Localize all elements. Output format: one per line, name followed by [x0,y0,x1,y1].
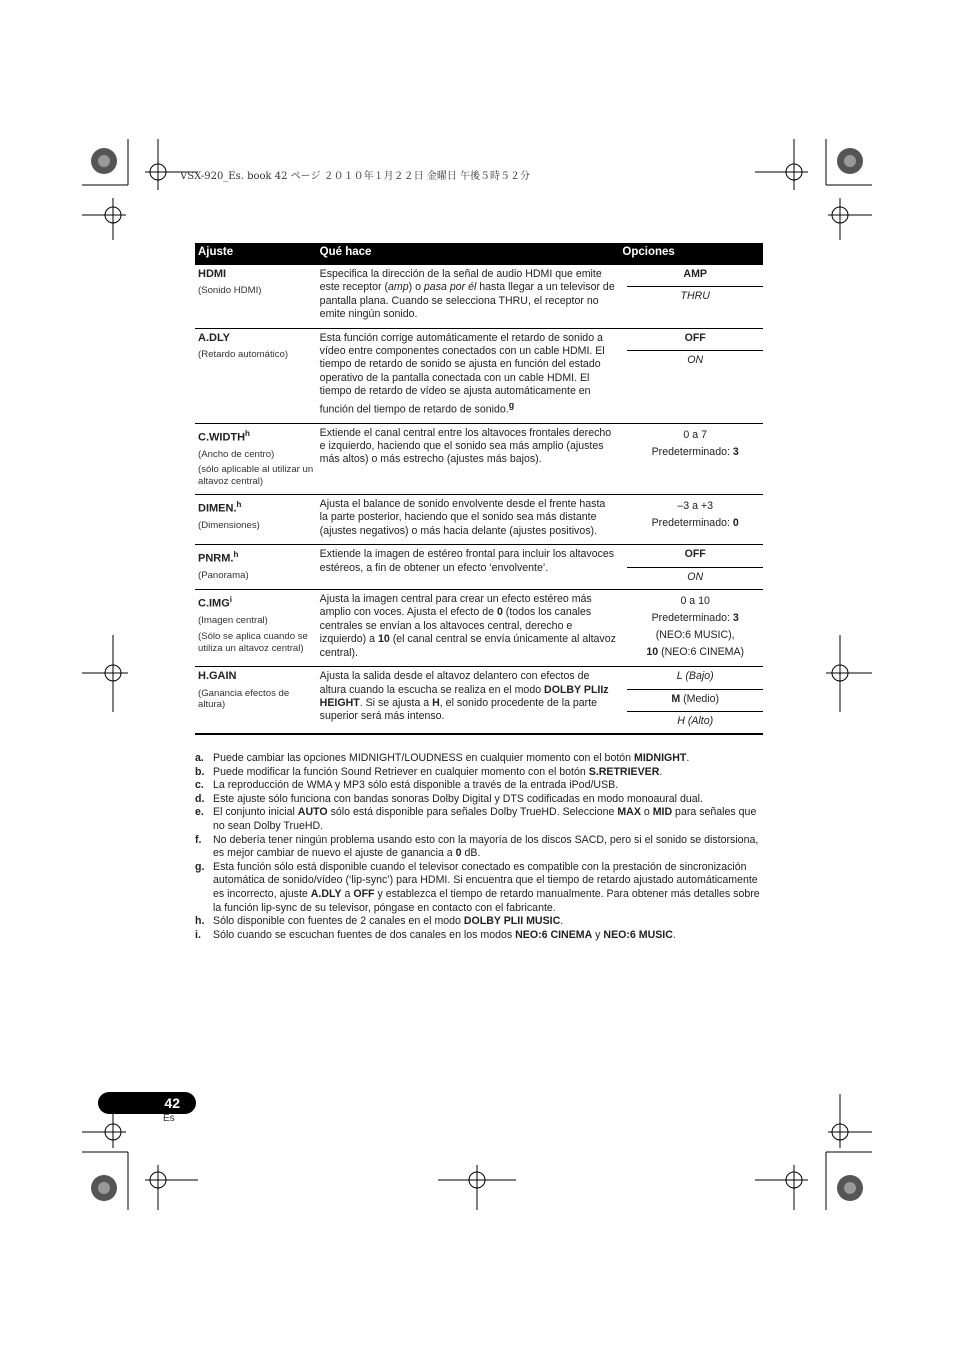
table-row [195,495,763,545]
footnote-item [195,752,767,766]
option-value: –3 a +3 [677,500,714,513]
footnote-item [195,834,767,861]
header-ajuste: Ajuste [195,243,317,265]
footnote-text: Este ajuste sólo funciona con bandas sonoras Dolby Digital y DTS codificadas en modo monoaural dual. [213,792,703,805]
setting-subtitle: (Sonido HDMI) [198,285,262,297]
setting-name: DIMEN.$^h$ [198,500,242,515]
footnote-letter: i. [195,928,201,941]
footnote-text: No debería tener ningún problema usando esto con la mayoría de los discos SACD, pero si el sonido se distorsiona, es mejor cambiar de nuevo el ajuste de ganancia a 0 dB. [213,833,759,860]
setting-subtitle: (Retardo automático) [198,349,289,361]
description-cell [317,667,620,735]
footnote-ref: h [245,428,250,438]
option-value: ON [687,570,704,583]
option-value: H (Alto) [677,714,714,727]
setting-description: Extiende la imagen de estéreo frontal para incluir los altavoces estéreos, a fin de obtener un efecto ‘envolvente’. [319,548,615,574]
option-value: 0 a 10 [680,595,710,608]
setting-cell [195,590,317,667]
setting-subtitle: (Sólo se aplica cuando se utiliza un altavoz central) [198,630,308,654]
footnote-item [195,766,767,780]
setting-subtitle: (Imagen central) [198,615,268,627]
table-row [195,667,763,735]
setting-subtitle: (Ganancia efectos de altura) [198,687,290,711]
footnote-ref: i [229,595,233,605]
setting-name: A.DLY [198,331,230,344]
option-value: OFF [627,329,763,351]
footnote-text: Sólo cuando se escuchan fuentes de dos canales en los modos NEO:6 CINEMA y NEO:6 MUSIC. [213,928,676,941]
table-header-row [195,243,763,265]
footnote-item [195,779,767,793]
options-cell [619,590,763,667]
footnote-text: Sólo disponible con fuentes de 2 canales en el modo DOLBY PLII MUSIC. [213,915,564,928]
option-value: AMP [627,265,763,287]
table-row [195,545,763,590]
footnote-text: Esta función sólo está disponible cuando el televisor conectado es compatible con la prestación de sincronización automática de sonido/vídeo (‘lip-sync’) para HDMI. Si encuentra que el tiempo de retardo ajustado automáticamente es incorrecto, ajuste A.DLY a OFF y establezca el tiempo de retardo manualmente. Para obtener más detalles sobre la función lip-sync de su televisor, póngase en contacto con el fabricante. [213,860,760,914]
setting-description: Ajusta la imagen central para crear un efecto estéreo más amplio con voces. Ajusta el efecto de 0 (todos los canales centrales se envían a los altavoces central, derecho e izquierdo) a 10 (el canal central se envía únicamente al altavoz central). [319,593,616,659]
options-cell [619,328,763,423]
options-cell [619,423,763,494]
option-value: THRU [680,290,710,303]
option-value: ON [687,354,704,367]
option-value: Predeterminado: 3 [651,612,739,625]
setting-name: HDMI [198,268,227,280]
footnote-item [195,806,767,833]
setting-name: PNRM.$^h$ [198,550,239,565]
footnote-text: Puede cambiar las opciones MIDNIGHT/LOUDNESS en cualquier momento con el botón MIDNIGHT. [213,752,690,764]
options-cell [619,495,763,545]
setting-description: Esta función corrige automáticamente el retardo de sonido a vídeo entre componentes conectados con un cable HDMI. El tiempo de retardo de sonido se ajusta en función del estado operativo de la pantalla conectada con un cable HDMI. El tiempo de retardo de vídeo se ajusta automáticamente en función del tiempo de retardo de sonido.$^g$ [319,331,605,416]
description-cell [317,423,620,494]
footnote-item [195,929,767,943]
options-cell [619,667,763,735]
setting-description: Extiende el canal central entre los altavoces frontales derecho e izquierdo, haciendo que el sonido sea más amplio (ajustes más altos) o más estrecho (ajustes más bajos). [319,426,612,466]
setting-description: Ajusta el balance de sonido envolvente desde el frente hasta la parte posterior, haciendo que el sonido sea más distante (ajustes negativos) o más hacia delante (ajustes positivos). [319,498,606,537]
book-file-line: VSX-920_Es. book 42 ページ ２０１０年１月２２日 金曜日 午後５時５２分 [180,171,531,182]
setting-description: Especifica la dirección de la señal de audio HDMI que emite este receptor (amp) o pasa por él hasta llegar a un televisor de pantalla plana. Cuando se selecciona THRU, el receptor no emite ningún sonido. [319,268,615,321]
setting-subtitle: (Ancho de centro) [198,448,275,460]
footnote-ref: h [236,500,242,510]
footnote-letter: d. [195,792,205,805]
setting-description: Ajusta la salida desde el altavoz delantero con efectos de altura cuando la escucha se realiza en el modo DOLBY PLIIz HEIGHT. Si se ajusta a H, el sonido procedente de la parte superior será más intenso. [319,670,609,723]
table-row [195,328,763,423]
option-value: L (Bajo) [627,667,763,689]
setting-name: C.IMG$^i$ [198,595,233,610]
footnotes [195,752,767,942]
option-value: Predeterminado: 3 [651,445,739,458]
footnote-letter: g. [195,860,205,873]
table-row [195,265,763,328]
description-cell [317,265,620,328]
header-que-hace: Qué hace [317,243,620,265]
footnote-item [195,793,767,807]
settings-table [195,243,763,735]
setting-cell [195,423,317,494]
description-cell [317,590,620,667]
setting-name: H.GAIN [198,670,237,683]
setting-cell [195,667,317,735]
description-cell [317,545,620,590]
footnote-text: El conjunto inicial AUTO sólo está disponible para señales Dolby TrueHD. Seleccione MAX o MID para señales que no sean Dolby TrueHD. [213,806,757,832]
footnote-item [195,861,767,915]
setting-subtitle: (sólo aplicable al utilizar un altavoz central) [198,464,314,488]
footnote-letter: c. [195,779,204,792]
setting-cell [195,545,317,590]
option-value: (NEO:6 MUSIC), [655,629,735,642]
option-value: 0 a 7 [683,428,707,441]
page-language: Es [163,1113,175,1124]
table-row [195,590,763,667]
option-value: M (Medio) [627,690,763,712]
setting-cell [195,265,317,328]
footnote-letter: b. [195,765,205,778]
setting-name: C.WIDTH$^h$ [198,428,250,444]
footnote-text: Puede modificar la función Sound Retriever en cualquier momento con el botón S.RETRIEVER. [213,765,663,778]
option-value: 10 (NEO:6 CINEMA) [646,646,745,659]
table-row [195,423,763,494]
header-opciones: Opciones [619,243,763,265]
footnote-letter: f. [195,833,202,846]
footnote-letter: a. [195,752,204,764]
description-cell [317,495,620,545]
option-value: OFF [627,545,763,567]
options-cell [619,265,763,328]
setting-cell [195,495,317,545]
option-value: Predeterminado: 0 [651,517,739,530]
footnote-item [195,915,767,929]
options-cell [619,545,763,590]
setting-subtitle: (Dimensiones) [198,520,260,532]
page-number: 42 [98,1092,196,1114]
footnote-text: La reproducción de WMA y MP3 sólo está disponible a través de la entrada iPod/USB. [213,779,619,792]
footnote-letter: e. [195,806,204,819]
footnote-ref: h [233,550,239,560]
setting-cell [195,328,317,423]
setting-subtitle: (Panorama) [198,570,249,582]
footnote-letter: h. [195,915,205,928]
description-cell [317,328,620,423]
